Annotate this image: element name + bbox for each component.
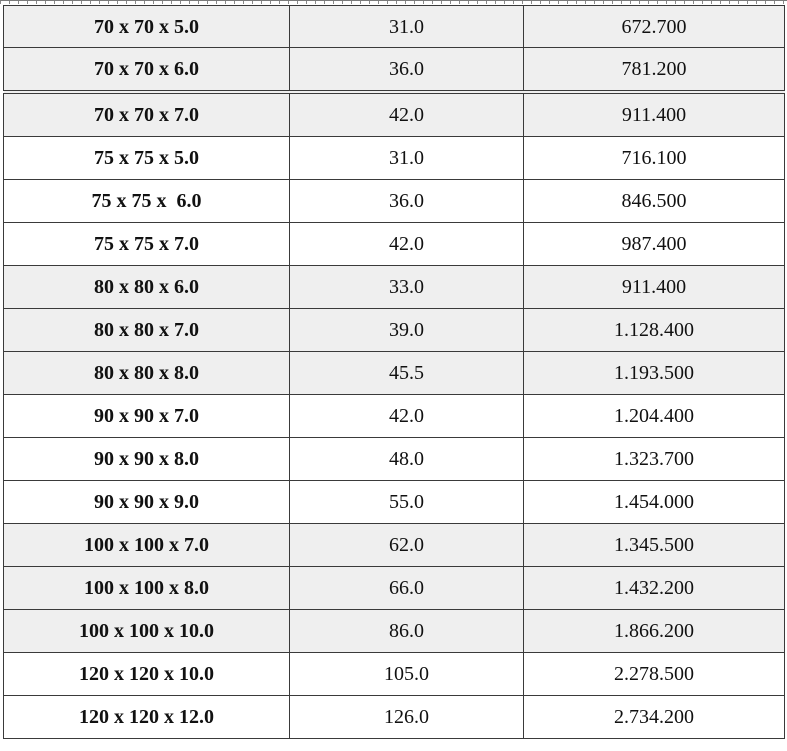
- weight-cell: 66.0: [290, 567, 524, 610]
- table-row: [4, 610, 785, 653]
- table-row: [4, 137, 785, 180]
- size-cell: 75 x 75 x 7.0: [4, 223, 290, 266]
- size-cell: 80 x 80 x 8.0: [4, 352, 290, 395]
- table-row: [4, 524, 785, 567]
- value-cell: 1.454.000: [524, 481, 785, 524]
- table-row: [4, 266, 785, 309]
- table-row: [4, 395, 785, 438]
- table-row: [4, 567, 785, 610]
- size-cell: 70 x 70 x 6.0: [4, 48, 290, 93]
- value-cell: 672.700: [524, 6, 785, 48]
- price-table-body: [4, 6, 785, 739]
- weight-cell: 55.0: [290, 481, 524, 524]
- value-cell: 1.345.500: [524, 524, 785, 567]
- size-cell: 100 x 100 x 10.0: [4, 610, 290, 653]
- size-cell: 90 x 90 x 7.0: [4, 395, 290, 438]
- size-cell: 120 x 120 x 12.0: [4, 696, 290, 739]
- table-row: [4, 92, 785, 137]
- size-cell: 120 x 120 x 10.0: [4, 653, 290, 696]
- weight-cell: 31.0: [290, 137, 524, 180]
- weight-cell: 45.5: [290, 352, 524, 395]
- value-cell: 987.400: [524, 223, 785, 266]
- table-row: [4, 653, 785, 696]
- size-cell: 80 x 80 x 7.0: [4, 309, 290, 352]
- table-row: [4, 6, 785, 48]
- weight-cell: 42.0: [290, 223, 524, 266]
- weight-cell: 42.0: [290, 395, 524, 438]
- weight-cell: 33.0: [290, 266, 524, 309]
- weight-cell: 86.0: [290, 610, 524, 653]
- weight-cell: 39.0: [290, 309, 524, 352]
- size-cell: 80 x 80 x 6.0: [4, 266, 290, 309]
- weight-cell: 31.0: [290, 6, 524, 48]
- table-row: [4, 352, 785, 395]
- weight-cell: 62.0: [290, 524, 524, 567]
- table-row: [4, 48, 785, 93]
- size-cell: 100 x 100 x 8.0: [4, 567, 290, 610]
- size-cell: 70 x 70 x 5.0: [4, 6, 290, 48]
- value-cell: 716.100: [524, 137, 785, 180]
- value-cell: 2.734.200: [524, 696, 785, 739]
- value-cell: 911.400: [524, 266, 785, 309]
- size-cell: 90 x 90 x 8.0: [4, 438, 290, 481]
- weight-cell: 126.0: [290, 696, 524, 739]
- price-table: [3, 5, 785, 739]
- size-cell: 70 x 70 x 7.0: [4, 92, 290, 137]
- value-cell: 1.323.700: [524, 438, 785, 481]
- weight-cell: 36.0: [290, 180, 524, 223]
- value-cell: 781.200: [524, 48, 785, 93]
- value-cell: 1.128.400: [524, 309, 785, 352]
- top-page-rule: [0, 0, 787, 4]
- value-cell: 2.278.500: [524, 653, 785, 696]
- table-row: [4, 309, 785, 352]
- value-cell: 1.193.500: [524, 352, 785, 395]
- table-row: [4, 223, 785, 266]
- table-row: [4, 481, 785, 524]
- size-cell: 100 x 100 x 7.0: [4, 524, 290, 567]
- size-cell: 75 x 75 x 6.0: [4, 180, 290, 223]
- size-cell: 90 x 90 x 9.0: [4, 481, 290, 524]
- weight-cell: 105.0: [290, 653, 524, 696]
- value-cell: 1.204.400: [524, 395, 785, 438]
- table-row: [4, 180, 785, 223]
- weight-cell: 48.0: [290, 438, 524, 481]
- size-cell: 75 x 75 x 5.0: [4, 137, 290, 180]
- value-cell: 846.500: [524, 180, 785, 223]
- table-row: [4, 438, 785, 481]
- value-cell: 1.866.200: [524, 610, 785, 653]
- weight-cell: 36.0: [290, 48, 524, 93]
- weight-cell: 42.0: [290, 92, 524, 137]
- value-cell: 911.400: [524, 92, 785, 137]
- table-row: [4, 696, 785, 739]
- value-cell: 1.432.200: [524, 567, 785, 610]
